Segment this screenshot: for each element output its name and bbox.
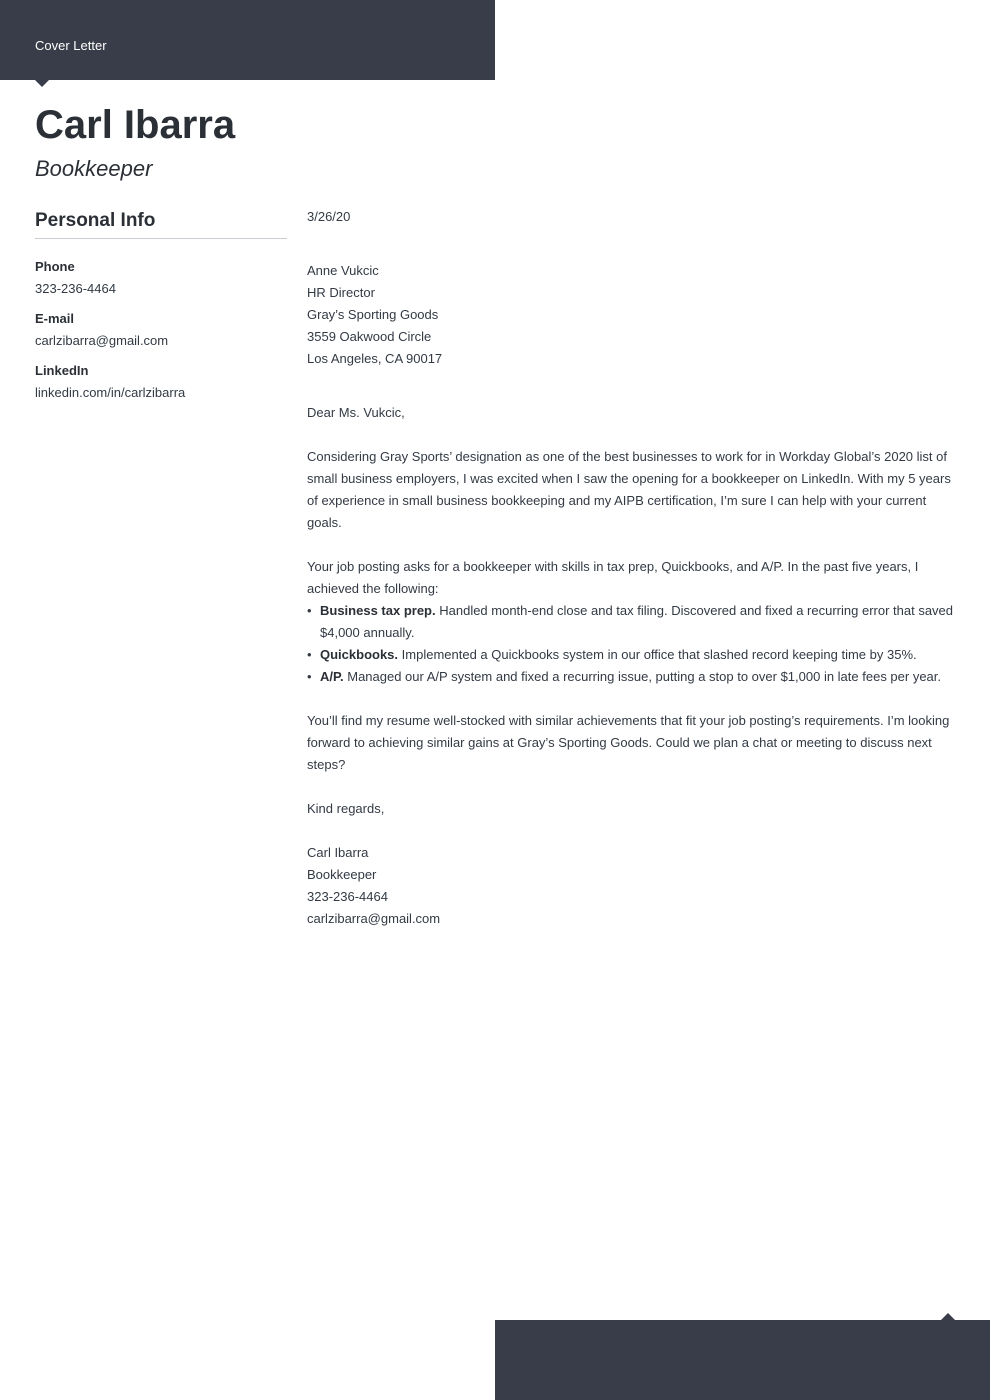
recipient-company: Gray’s Sporting Goods [307, 307, 439, 322]
signature-title: Bookkeeper [307, 867, 377, 882]
signature-name: Carl Ibarra [307, 845, 369, 860]
achievement-text: Managed our A/P system and fixed a recurring issue, putting a stop to over $1,000 in late fees per year. [347, 669, 942, 684]
footer-notch-decoration [941, 1313, 955, 1320]
achievement-text: Implemented a Quickbooks system in our office that slashed record keeping time by 35%. [401, 647, 917, 662]
phone-label: Phone [35, 259, 75, 274]
signature-phone: 323-236-4464 [307, 889, 388, 904]
closing-paragraph: You’ll find my resume well-stocked with similar achievements that fit your job posting’s requirements. I’m looking forward to achieving similar gains at Gray’s Sporting Goods. Could we plan a chat or meeting to discuss next steps? [307, 713, 950, 772]
personal-info-section [35, 208, 287, 404]
list-item [307, 666, 957, 688]
applicant-title: Bookkeeper [35, 156, 153, 181]
recipient-name: Anne Vukcic [307, 263, 379, 278]
recipient-city: Los Angeles, CA 90017 [307, 351, 443, 366]
recipient-street: 3559 Oakwood Circle [307, 329, 432, 344]
signoff: Kind regards, [307, 801, 385, 816]
header-bar [0, 0, 495, 80]
signature-email: carlzibarra@gmail.com [307, 911, 441, 926]
footer-bar [495, 1320, 990, 1400]
phone-value: 323-236-4464 [35, 281, 116, 296]
email-info [35, 308, 287, 352]
linkedin-value: linkedin.com/in/carlzibarra [35, 385, 186, 400]
achievements-list [307, 600, 957, 688]
linkedin-info [35, 360, 287, 404]
list-item [307, 644, 957, 666]
list-item [307, 600, 957, 644]
recipient-block [307, 260, 957, 370]
email-value: carlzibarra@gmail.com [35, 333, 169, 348]
body-intro-paragraph: Your job posting asks for a bookkeeper with skills in tax prep, Quickbooks, and A/P. In the past five years, I achieved the following: [307, 559, 919, 596]
letter-date: 3/26/20 [307, 209, 351, 224]
document-label: Cover Letter [35, 38, 107, 53]
intro-paragraph: Considering Gray Sports’ designation as one of the best businesses to work for in Workday Global’s 2020 list of small business employers, I was excited when I saw the opening for a bookkeeper on LinkedIn. With my 5 years of experience in small business bookkeeping and my AIPB certification, I’m sure I can help with your current goals. [307, 449, 951, 530]
achievement-text: Handled month-end close and tax filing. Discovered and fixed a recurring error that saved $4,000 annually. [320, 603, 954, 640]
signature-block [307, 842, 957, 930]
applicant-name: Carl Ibarra [35, 103, 236, 147]
header-notch-decoration [35, 80, 49, 87]
email-label: E-mail [35, 311, 75, 326]
achievement-title: Business tax prep. [320, 603, 436, 618]
phone-info [35, 256, 287, 300]
letter-body [307, 206, 957, 930]
salutation: Dear Ms. Vukcic, [307, 405, 405, 420]
recipient-title: HR Director [307, 285, 375, 300]
achievement-title: Quickbooks. [320, 647, 399, 662]
achievement-title: A/P. [320, 669, 344, 684]
personal-info-heading: Personal Info [35, 208, 287, 239]
linkedin-label: LinkedIn [35, 363, 89, 378]
